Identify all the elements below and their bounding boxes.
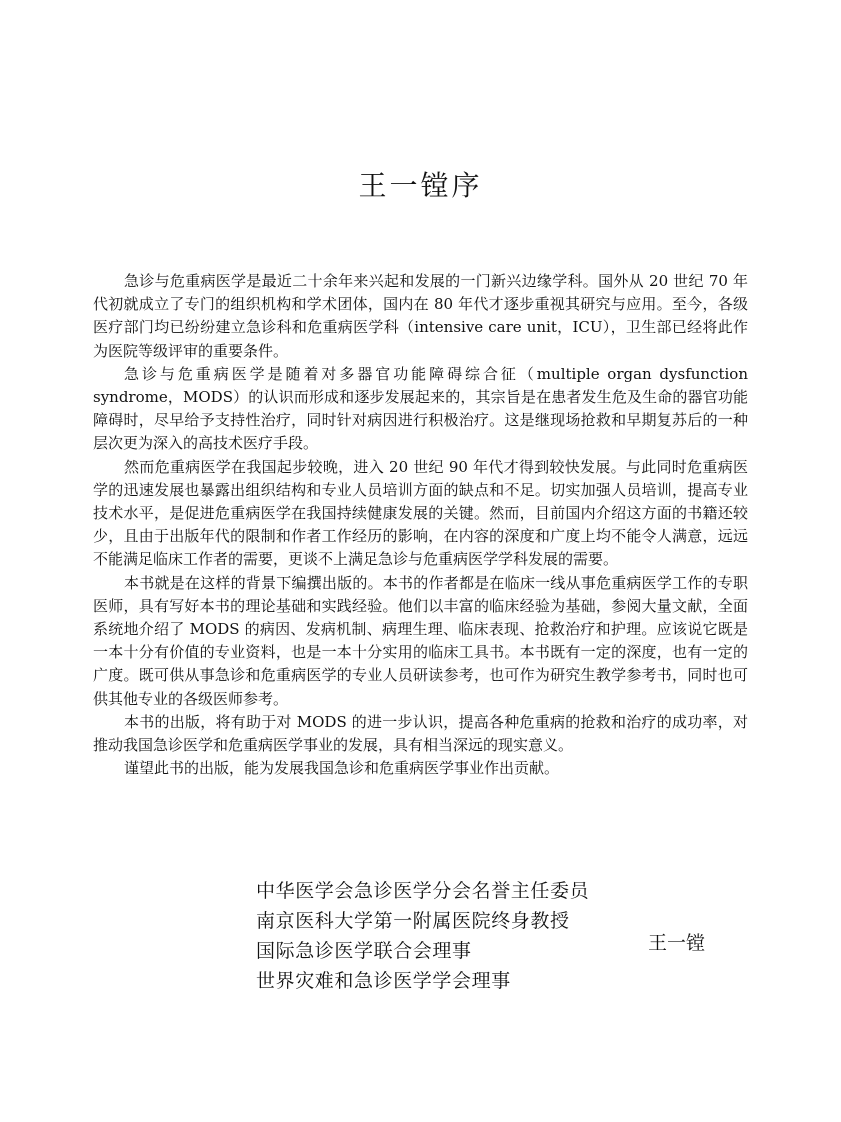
page-title: 王一镗序 xyxy=(358,169,483,202)
preface-body xyxy=(93,270,748,780)
paragraph: 本书就是在这样的背景下编撰出版的。本书的作者都是在临床一线从事危重病医学工作的专职医师，具有写好本书的理论基础和实践经验。他们以丰富的临床经验为基础，参阅大量文献，全面系统地介绍了 MODS 的病因、发病机制、病理生理、临床表现、抢救治疗和护理。应该说它既是一本十分有价值的专业资料，也是一本十分实用的临床工具书。本书既有一定的深度，也有一定的广度。既可供从事急诊和危重病医学的专业人员研读参考，也可作为研究生教学参考书，同时也可供其他专业的各级医师参考。 xyxy=(93,573,748,708)
signer-titles xyxy=(256,876,589,996)
signature-block xyxy=(256,876,736,1006)
signer-title: 国际急诊医学联合会理事 xyxy=(256,940,472,962)
signer-title: 南京医科大学第一附属医院终身教授 xyxy=(256,910,570,932)
signer-name: 王一镗 xyxy=(648,932,706,954)
paragraph: 然而危重病医学在我国起步较晚，进入 20 世纪 90 年代才得到较快发展。与此同时危重病医学的迅速发展也暴露出组织结构和专业人员培训方面的缺点和不足。切实加强人员培训，提高专业技术水平，是促进危重病医学在我国持续健康发展的关键。然而，目前国内介绍这方面的书籍还较少，且由于出版年代的限制和作者工作经历的影响，在内容的深度和广度上均不能令人满意，远远不能满足临床工作者的需要，更谈不上满足急诊与危重病医学学科发展的需要。 xyxy=(93,457,748,569)
paragraph: 急诊与危重病医学是随着对多器官功能障碍综合征（multiple organ dysfunction syndrome，MODS）的认识而形成和逐步发展起来的，其宗旨是在患者发生危及生命的器官功能障碍时，尽早给予支持性治疗，同时针对病因进行积极治疗。这是继现场抢救和早期复苏后的一种层次更为深入的高技术医疗手段。 xyxy=(93,364,748,453)
paragraph: 谨望此书的出版，能为发展我国急诊和危重病医学事业作出贡献。 xyxy=(124,759,560,778)
paragraph: 本书的出版，将有助于对 MODS 的进一步认识，提高各种危重病的抢救和治疗的成功率，对推动我国急诊医学和危重病医学事业的发展，具有相当深远的现实意义。 xyxy=(93,712,748,755)
signer-title: 世界灾难和急诊医学学会理事 xyxy=(256,970,511,992)
paragraph: 急诊与危重病医学是最近二十余年来兴起和发展的一门新兴边缘学科。国外从 20 世纪 70 年代初就成立了专门的组织机构和学术团体，国内在 80 年代才逐步重视其研究与应用。至今，各级医疗部门均已纷纷建立急诊科和危重病医学科（intensive care unit，ICU），卫生部已经将此作为医院等级评审的重要条件。 xyxy=(93,272,748,360)
signer-title: 中华医学会急诊医学分会名誉主任委员 xyxy=(256,880,590,902)
